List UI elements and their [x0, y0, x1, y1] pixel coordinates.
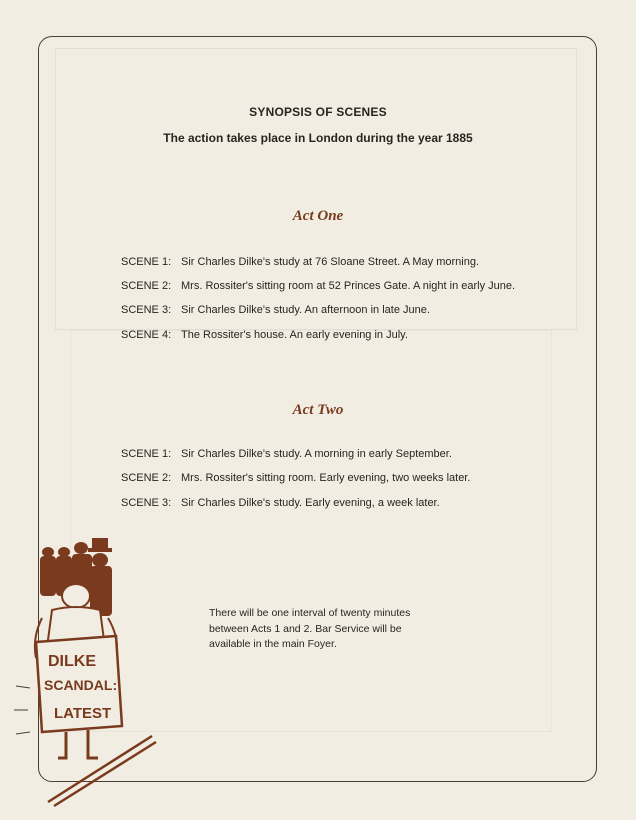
scene-label: SCENE 3:: [121, 304, 172, 316]
scene-label: SCENE 1:: [121, 448, 172, 460]
scene-description: Sir Charles Dilke's study. A morning in early September.: [181, 448, 452, 460]
page-title: SYNOPSIS OF SCENES: [249, 105, 387, 119]
scene-label: SCENE 4:: [121, 329, 172, 341]
page-subtitle: The action takes place in London during the year 1885: [163, 131, 473, 145]
dilke-scandal-illustration: [12, 530, 162, 810]
act1-scene3: [121, 304, 430, 316]
sign-text-line1: DILKE: [48, 653, 96, 670]
sign-text-line3: LATEST: [54, 705, 112, 722]
interval-note-line: between Acts 1 and 2. Bar Service will be: [209, 622, 402, 635]
sign-text-line2: SCANDAL:: [44, 677, 118, 693]
act1-scene2: [121, 280, 515, 292]
act2-scene1: [121, 448, 452, 460]
scene-description: Sir Charles Dilke's study. Early evening, a week later.: [181, 497, 440, 509]
scene-label: SCENE 2:: [121, 472, 172, 484]
scene-label: SCENE 3:: [121, 497, 172, 509]
scene-label: SCENE 2:: [121, 280, 172, 292]
interval-note-line: There will be one interval of twenty minutes: [209, 607, 411, 619]
scene-description: Mrs. Rossiter's sitting room. Early evening, two weeks later.: [181, 472, 471, 484]
interval-note-line: available in the main Foyer.: [209, 638, 337, 650]
scene-description: Sir Charles Dilke's study at 76 Sloane Street. A May morning.: [181, 256, 480, 268]
interval-note: [209, 606, 449, 653]
scene-description: The Rossiter's house. An early evening in July.: [181, 329, 408, 341]
act-two-heading: Act Two: [292, 402, 344, 418]
act2-scene2: [121, 472, 470, 484]
act2-scene3: [121, 497, 440, 509]
act-one-heading: Act One: [292, 208, 344, 224]
act1-scene4: [121, 329, 408, 341]
scene-label: SCENE 1:: [121, 256, 172, 268]
scene-description: Sir Charles Dilke's study. An afternoon in late June.: [181, 304, 430, 316]
scene-description: Mrs. Rossiter's sitting room at 52 Princes Gate. A night in early June.: [181, 280, 516, 292]
act1-scene1: [121, 256, 479, 268]
